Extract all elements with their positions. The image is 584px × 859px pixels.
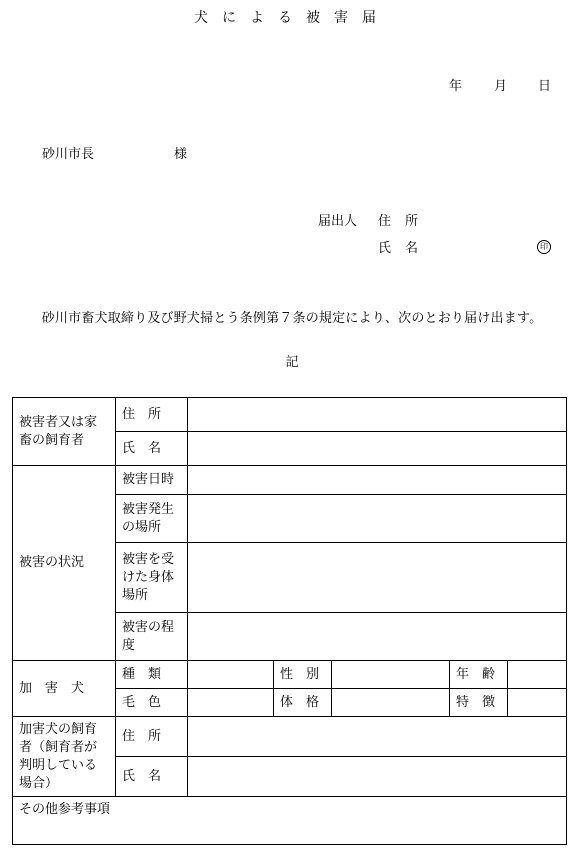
applicant-name-label: 氏名 [378, 241, 433, 256]
other-notes-field[interactable]: その他参考事項 [13, 797, 567, 845]
damage-datetime-field[interactable] [188, 466, 567, 495]
breed-label: 種 類 [116, 661, 188, 689]
victim-address-label: 住 所 [116, 398, 188, 432]
owner-name-field[interactable] [188, 757, 567, 797]
damage-degree-field[interactable] [188, 613, 567, 661]
coat-color-field[interactable] [188, 689, 274, 717]
victim-name-field[interactable] [188, 432, 567, 466]
addressee-name: 砂川市長 [42, 147, 95, 162]
age-field[interactable] [508, 661, 567, 689]
sex-label: 性 別 [274, 661, 332, 689]
coat-color-label: 毛 色 [116, 689, 188, 717]
damage-place-label: 被害発生の場所 [116, 495, 188, 543]
build-field[interactable] [332, 689, 450, 717]
damage-body-part-field[interactable] [188, 543, 567, 613]
victim-section-label: 被害者又は家畜の飼育者 [13, 398, 116, 466]
owner-section-label: 加害犬の飼育者（飼育者が判明している場合） [13, 717, 116, 797]
damage-degree-label: 被害の程度 [116, 613, 188, 661]
ki-heading: 記 [285, 355, 299, 370]
date-day-label: 日 [538, 79, 552, 94]
owner-address-label: 住 所 [116, 717, 188, 757]
damage-datetime-label: 被害日時 [116, 466, 188, 495]
page-title: 犬による被害届 [194, 10, 390, 26]
applicant-label: 届出人 [318, 214, 358, 229]
damage-section-label: 被害の状況 [13, 466, 116, 661]
victim-address-field[interactable] [188, 398, 567, 432]
victim-name-label: 氏 名 [116, 432, 188, 466]
addressee-honorific: 様 [174, 147, 188, 162]
damage-body-part-label: 被害を受けた身体場所 [116, 543, 188, 613]
features-label: 特 徴 [450, 689, 508, 717]
owner-name-label: 氏 名 [116, 757, 188, 797]
date-year-label: 年 [449, 79, 463, 94]
damage-report-table [12, 397, 567, 845]
statement-text: 砂川市畜犬取締り及び野犬掃とう条例第７条の規定により、次のとおり届け出ます。 [41, 311, 543, 326]
seal-icon: 印 [537, 240, 551, 254]
age-label: 年 齢 [450, 661, 508, 689]
applicant-address-label: 住所 [378, 214, 433, 229]
build-label: 体 格 [274, 689, 332, 717]
damage-place-field[interactable] [188, 495, 567, 543]
date-month-label: 月 [494, 79, 508, 94]
owner-address-field[interactable] [188, 717, 567, 757]
dog-section-label: 加 害 犬 [13, 661, 116, 717]
sex-field[interactable] [332, 661, 450, 689]
features-field[interactable] [508, 689, 567, 717]
breed-field[interactable] [188, 661, 274, 689]
